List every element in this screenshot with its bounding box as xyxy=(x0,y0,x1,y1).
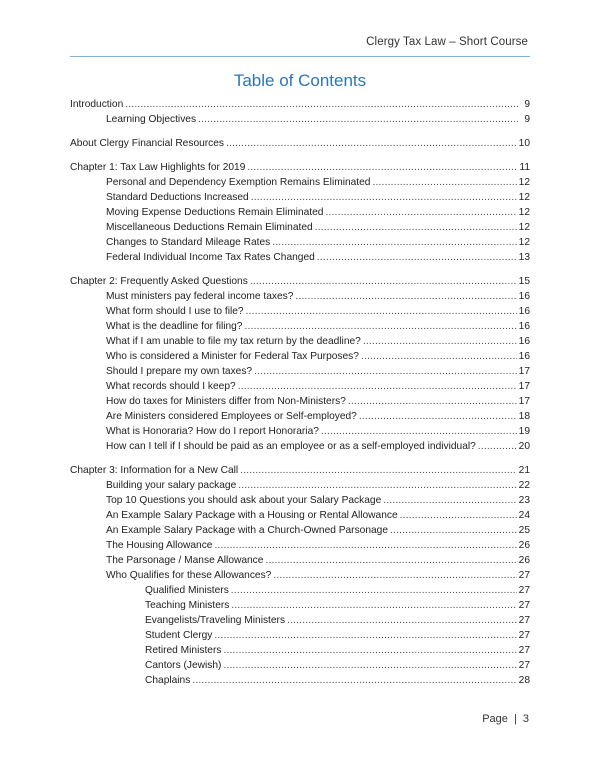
toc-entry-label: Retired Ministers xyxy=(145,645,222,656)
toc-entry-label: Personal and Dependency Exemption Remains Eliminated xyxy=(106,177,371,188)
toc-dot-leader xyxy=(295,289,516,304)
toc-dot-leader xyxy=(192,673,516,688)
toc-entry-page: 27 xyxy=(518,585,530,596)
toc-entry-page: 16 xyxy=(518,321,530,332)
toc-entry-page: 27 xyxy=(518,615,530,626)
toc-entry-page: 17 xyxy=(518,366,530,377)
toc-entry[interactable] xyxy=(70,364,530,379)
toc-dot-leader xyxy=(250,274,517,289)
toc-entry-page: 18 xyxy=(518,411,530,422)
toc-dot-leader xyxy=(273,568,516,583)
toc-entry-page: 26 xyxy=(518,540,530,551)
toc-entry-page: 17 xyxy=(518,396,530,407)
toc-entry-label: Standard Deductions Increased xyxy=(106,192,249,203)
toc-dot-leader xyxy=(125,97,518,112)
toc-dot-leader xyxy=(265,553,516,568)
toc-entry-label: Moving Expense Deductions Remain Eliminated xyxy=(106,207,324,218)
toc-dot-leader xyxy=(390,523,517,538)
toc-entry-label: The Parsonage / Manse Allowance xyxy=(106,555,264,566)
toc-entry-label: About Clergy Financial Resources xyxy=(70,138,225,149)
toc-entry-page: 16 xyxy=(518,351,530,362)
toc-entry-label: What is Honoraria? How do I report Honoraria? xyxy=(106,426,319,437)
toc-entry[interactable] xyxy=(70,289,530,304)
toc-entry[interactable] xyxy=(70,628,530,643)
toc-dot-leader xyxy=(251,190,517,205)
toc-entry[interactable] xyxy=(70,235,530,250)
toc-dot-leader xyxy=(214,538,516,553)
toc-entry[interactable] xyxy=(70,160,530,175)
toc-dot-leader xyxy=(400,508,517,523)
toc-entry-label: Federal Individual Income Tax Rates Changed xyxy=(106,252,315,263)
toc-entry-page: 27 xyxy=(518,645,530,656)
toc-entry-label: How can I tell if I should be paid as an employee or as a self-employed individual? xyxy=(106,441,476,452)
toc-entry[interactable] xyxy=(70,613,530,628)
toc-entry-label: Chapter 1: Tax Law Highlights for 2019 xyxy=(70,162,246,173)
toc-dot-leader xyxy=(478,439,517,454)
toc-entry[interactable] xyxy=(70,598,530,613)
toc-entry[interactable] xyxy=(70,205,530,220)
toc-entry[interactable] xyxy=(70,175,530,190)
toc-dot-leader xyxy=(231,598,516,613)
toc-entry-label: Chapter 2: Frequently Asked Questions xyxy=(70,276,248,287)
toc-entry-page: 12 xyxy=(518,222,530,233)
toc-entry[interactable] xyxy=(70,97,530,112)
toc-dot-leader xyxy=(214,628,516,643)
footer-page-label: Page xyxy=(482,713,508,725)
toc-dot-leader xyxy=(223,643,516,658)
toc-entry-label: How do taxes for Ministers differ from Non-Ministers? xyxy=(106,396,346,407)
toc-dot-leader xyxy=(240,463,516,478)
toc-entry-page: 27 xyxy=(518,660,530,671)
toc-dot-leader xyxy=(361,349,517,364)
toc-entry-label: Are Ministers considered Employees or Self-employed? xyxy=(106,411,357,422)
toc-entry[interactable] xyxy=(70,508,530,523)
toc-dot-leader xyxy=(238,379,517,394)
toc-entry-page: 22 xyxy=(518,480,530,491)
toc-dot-leader xyxy=(383,493,516,508)
toc-dot-leader xyxy=(231,583,517,598)
toc-entry-page: 16 xyxy=(518,306,530,317)
toc-entry-page: 27 xyxy=(518,570,530,581)
toc-entry-page: 13 xyxy=(518,252,530,263)
toc-entry-page: 12 xyxy=(518,177,530,188)
toc-entry[interactable] xyxy=(70,220,530,235)
toc-dot-leader xyxy=(363,334,517,349)
toc-entry-label: The Housing Allowance xyxy=(106,540,213,551)
toc-entry[interactable] xyxy=(70,334,530,349)
footer-separator: | xyxy=(513,713,517,725)
toc-entry[interactable] xyxy=(70,643,530,658)
toc-entry[interactable] xyxy=(70,274,530,289)
toc-entry[interactable] xyxy=(70,439,530,454)
toc-entry-label: Chapter 3: Information for a New Call xyxy=(70,465,239,476)
toc-entry[interactable] xyxy=(70,304,530,319)
toc-entry[interactable] xyxy=(70,673,530,688)
toc-title: Table of Contents xyxy=(233,71,367,90)
toc-entry-label: Student Clergy xyxy=(145,630,213,641)
toc-entry-label: Who Qualifies for these Allowances? xyxy=(106,570,272,581)
toc-entry-page: 24 xyxy=(518,510,530,521)
toc-entry[interactable] xyxy=(70,424,530,439)
header-divider xyxy=(70,56,530,57)
toc-entry-label: What records should I keep? xyxy=(106,381,236,392)
toc-dot-leader xyxy=(247,160,517,175)
toc-entry-label: Top 10 Questions you should ask about your Salary Package xyxy=(106,495,382,506)
toc-entry[interactable] xyxy=(70,136,530,151)
toc-dot-leader xyxy=(317,250,517,265)
toc-entry-page: 15 xyxy=(518,276,530,287)
toc-entry-page: 20 xyxy=(518,441,530,452)
toc-dot-leader xyxy=(321,424,517,439)
toc-entry[interactable] xyxy=(70,349,530,364)
toc-entry-page: 27 xyxy=(518,630,530,641)
toc-entry[interactable] xyxy=(70,409,530,424)
toc-entry-page: 21 xyxy=(518,465,530,476)
toc-entry-page: 12 xyxy=(518,237,530,248)
toc-entry-label: An Example Salary Package with a Housing or Rental Allowance xyxy=(106,510,398,521)
toc-entry-label: Must ministers pay federal income taxes? xyxy=(106,291,294,302)
toc-entry-page: 28 xyxy=(518,675,530,686)
toc-dot-leader xyxy=(226,136,517,151)
toc-entry-page: 12 xyxy=(518,207,530,218)
toc-entry-label: Who is considered a Minister for Federal Tax Purposes? xyxy=(106,351,359,362)
toc-entry-label: Evangelists/Traveling Ministers xyxy=(145,615,286,626)
toc-entry-label: What is the deadline for filing? xyxy=(106,321,243,332)
toc-dot-leader xyxy=(238,478,516,493)
toc-entry-page: 16 xyxy=(518,291,530,302)
toc-entry[interactable] xyxy=(70,658,530,673)
toc-entry-page: 12 xyxy=(518,192,530,203)
toc-entry-label: What if I am unable to file my tax return by the deadline? xyxy=(106,336,361,347)
toc-entry-page: 17 xyxy=(518,381,530,392)
toc-dot-leader xyxy=(325,205,516,220)
toc-dot-leader xyxy=(315,220,517,235)
toc-dot-leader xyxy=(287,613,517,628)
toc-entry[interactable] xyxy=(70,568,530,583)
toc-entry-label: What form should I use to file? xyxy=(106,306,244,317)
footer-page-number: 3 xyxy=(522,713,529,725)
toc-entry-label: Cantors (Jewish) xyxy=(145,660,222,671)
toc-entry-page: 27 xyxy=(518,600,530,611)
toc-entry-label: Building your salary package xyxy=(106,480,237,491)
toc-dot-leader xyxy=(272,235,516,250)
toc-entry[interactable] xyxy=(70,190,530,205)
toc-entry[interactable] xyxy=(70,493,530,508)
toc-entry-page: 26 xyxy=(518,555,530,566)
toc-entry-page: 16 xyxy=(518,336,530,347)
toc-dot-leader xyxy=(198,112,518,127)
toc-list xyxy=(70,97,530,688)
toc-dot-leader xyxy=(348,394,517,409)
toc-entry[interactable] xyxy=(70,463,530,478)
toc-entry-label: Learning Objectives xyxy=(106,114,197,125)
toc-dot-leader xyxy=(254,364,517,379)
toc-entry-label: Miscellaneous Deductions Remain Eliminated xyxy=(106,222,313,233)
toc-entry-page: 19 xyxy=(518,426,530,437)
toc-entry-page: 9 xyxy=(524,99,530,110)
toc-entry-page: 9 xyxy=(524,114,530,125)
running-header: Clergy Tax Law – Short Course xyxy=(366,36,528,48)
toc-entry-page: 10 xyxy=(518,138,530,149)
toc-entry-label: An Example Salary Package with a Church-Owned Parsonage xyxy=(106,525,389,536)
toc-entry[interactable] xyxy=(70,538,530,553)
toc-entry[interactable] xyxy=(70,523,530,538)
page-footer xyxy=(482,713,529,725)
toc-entry[interactable] xyxy=(70,553,530,568)
toc-dot-leader xyxy=(223,658,516,673)
toc-entry-page: 23 xyxy=(518,495,530,506)
toc-dot-leader xyxy=(244,319,516,334)
toc-entry[interactable] xyxy=(70,478,530,493)
toc-entry[interactable] xyxy=(70,394,530,409)
toc-entry-label: Introduction xyxy=(70,99,124,110)
toc-entry-label: Chaplains xyxy=(145,675,191,686)
toc-entry[interactable] xyxy=(70,583,530,598)
toc-entry-label: Teaching Ministers xyxy=(145,600,230,611)
toc-entry[interactable] xyxy=(70,319,530,334)
toc-entry-label: Qualified Ministers xyxy=(145,585,229,596)
toc-dot-leader xyxy=(246,304,517,319)
toc-entry-page: 11 xyxy=(519,162,530,173)
toc-entry[interactable] xyxy=(70,112,530,127)
toc-entry-label: Should I prepare my own taxes? xyxy=(106,366,253,377)
toc-dot-leader xyxy=(359,409,517,424)
toc-entry[interactable] xyxy=(70,250,530,265)
toc-entry[interactable] xyxy=(70,379,530,394)
toc-entry-page: 25 xyxy=(518,525,530,536)
toc-dot-leader xyxy=(372,175,516,190)
toc-entry-label: Changes to Standard Mileage Rates xyxy=(106,237,271,248)
